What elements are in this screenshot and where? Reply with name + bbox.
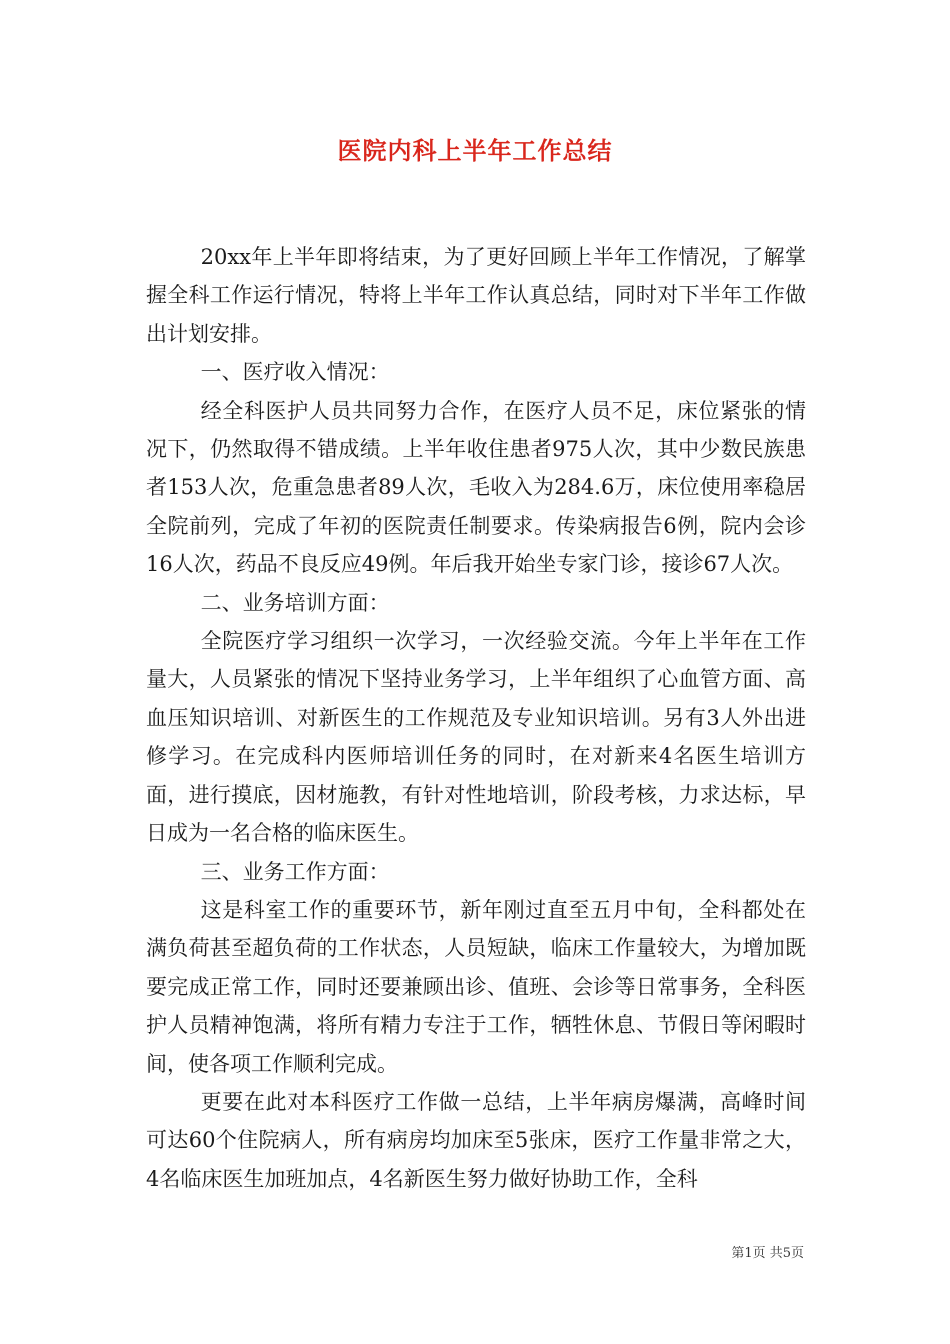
paragraph-medical-income: 经全科医护人员共同努力合作，在医疗人员不足，床位紧张的情况下，仍然取得不错成绩。上半年收住患者975人次，其中少数民族患者153人次，危重急患者89人次，毛收入为284.6万，床位使用率稳居全院前列，完成了年初的医院责任制要求。传染病报告6例，院内会诊16人次，药品不良反应49例。年后我开始坐专家门诊，接诊67人次。	[146, 398, 806, 577]
paragraph-training: 全院医疗学习组织一次学习，一次经验交流。今年上半年在工作量大，人员紧张的情况下坚持业务学习，上半年组织了心血管方面、高血压知识培训、对新医生的工作规范及专业知识培训。另有3人外出进修学习。在完成科内医师培训任务的同时，在对新来4名医生培训方面，进行摸底，因材施教，有针对性地培训，阶段考核，力求达标，早日成为一名合格的临床医生。	[146, 629, 806, 846]
paragraph-business-work: 这是科室工作的重要环节，新年刚过直至五月中旬，全科都处在满负荷甚至超负荷的工作状态，人员短缺，临床工作量较大，为增加既要完成正常工作，同时还要兼顾出诊、值班、会诊等日常事务，全科医护人员精神饱满，将所有精力专注于工作，牺牲休息、节假日等闲暇时间，使各项工作顺利完成。	[146, 897, 806, 1076]
paragraph-intro: 20xx年上半年即将结束，为了更好回顾上半年工作情况，了解掌握全科工作运行情况，特将上半年工作认真总结，同时对下半年工作做出计划安排。	[146, 245, 806, 346]
section-heading-training: 二、业务培训方面：	[200, 590, 390, 615]
section-heading-business-work: 三、业务工作方面：	[200, 859, 390, 884]
document-body	[146, 238, 806, 1198]
document-title: 医院内科上半年工作总结	[337, 136, 613, 165]
section-heading-medical-income: 一、医疗收入情况：	[200, 360, 390, 385]
paragraph-summary: 更要在此对本科医疗工作做一总结，上半年病房爆满，高峰时间可达60个住院病人，所有病房均加床至5张床，医疗工作量非常之大，4名临床医生加班加点，4名新医生努力做好协助工作，全科	[146, 1089, 806, 1191]
page-number-footer: 第1页 共5页	[731, 1246, 804, 1261]
